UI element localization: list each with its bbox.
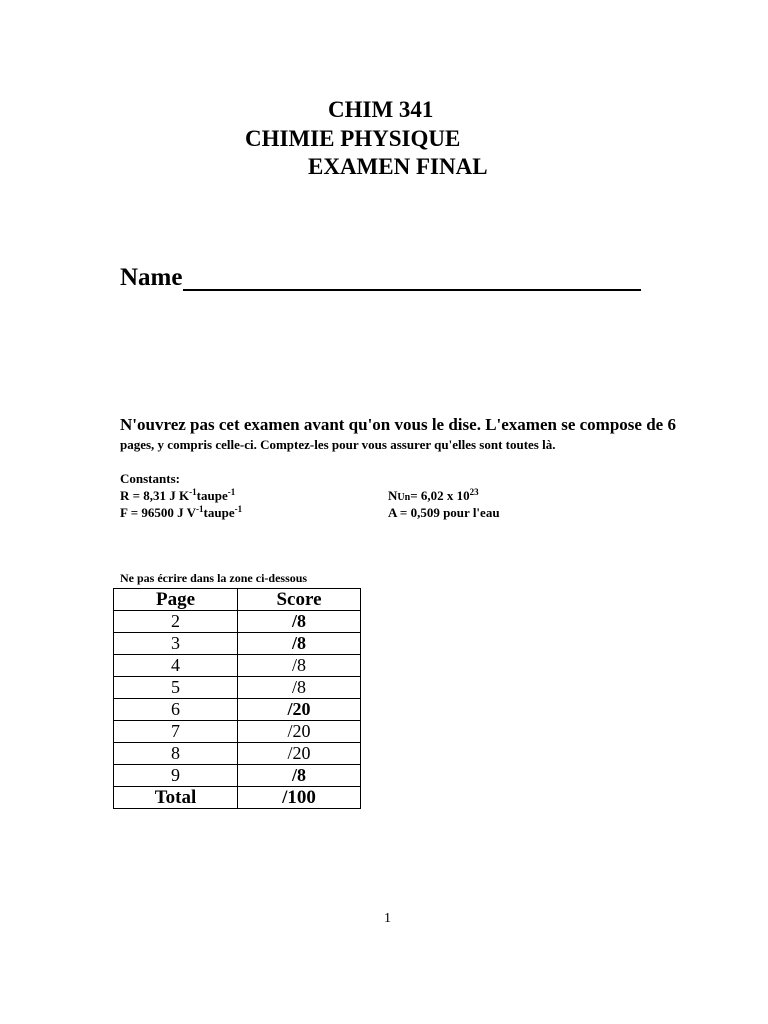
page-cell: 8 [114,743,238,765]
name-label: Name [120,264,183,291]
no-write-note: Ne pas écrire dans la zone ci-dessous [120,571,308,585]
score-cell[interactable]: /8 [238,611,361,633]
constant-avogadro: NUn= 6,02 x $10^{23}$ [388,487,479,503]
exam-title: EXAMEN FINAL [308,154,488,179]
score-table-body [114,611,361,787]
subject-title: CHIMIE PHYSIQUE [245,126,461,151]
table-row [114,765,361,787]
table-row [114,633,361,655]
total-row [114,787,361,809]
score-cell[interactable]: /20 [238,743,361,765]
score-cell[interactable]: /8 [238,655,361,677]
instructions-line-1: N'ouvrez pas cet examen avant qu'on vous le dise. L'examen se compose de 6 [120,415,676,434]
page-cell: 7 [114,721,238,743]
name-blank-line[interactable] [183,265,641,291]
score-cell[interactable]: /20 [238,721,361,743]
score-cell[interactable]: /8 [238,677,361,699]
header-score: Score [238,589,361,611]
page-cell: 3 [114,633,238,655]
table-header-row [114,589,361,611]
constant-r: R = 8,31 J $K^{-1}taupe^{-1}$ [120,487,236,503]
name-field [120,263,641,293]
table-row [114,677,361,699]
table-row [114,699,361,721]
header-page: Page [114,589,238,611]
instructions-line-2: pages, y compris celle-ci. Comptez-les pour vous assurer qu'elles sont toutes là. [120,437,556,452]
score-cell[interactable]: /8 [238,765,361,787]
page-cell: 4 [114,655,238,677]
constant-a: A = 0,509 pour l'eau [388,505,500,520]
score-table [113,588,361,809]
page-cell: 9 [114,765,238,787]
table-row [114,721,361,743]
page-cell: 5 [114,677,238,699]
page-number: 1 [384,911,391,926]
score-cell[interactable]: /20 [238,699,361,721]
total-label: Total [114,787,238,809]
page-cell: 6 [114,699,238,721]
page-cell: 2 [114,611,238,633]
table-row [114,611,361,633]
table-row [114,743,361,765]
constant-f: F = 96500 J $V^{-1}taupe^{-1}$ [120,504,243,520]
total-score: /100 [238,787,361,809]
table-row [114,655,361,677]
score-cell[interactable]: /8 [238,633,361,655]
course-code: CHIM 341 [328,97,434,122]
constants-label: Constants: [120,471,180,486]
